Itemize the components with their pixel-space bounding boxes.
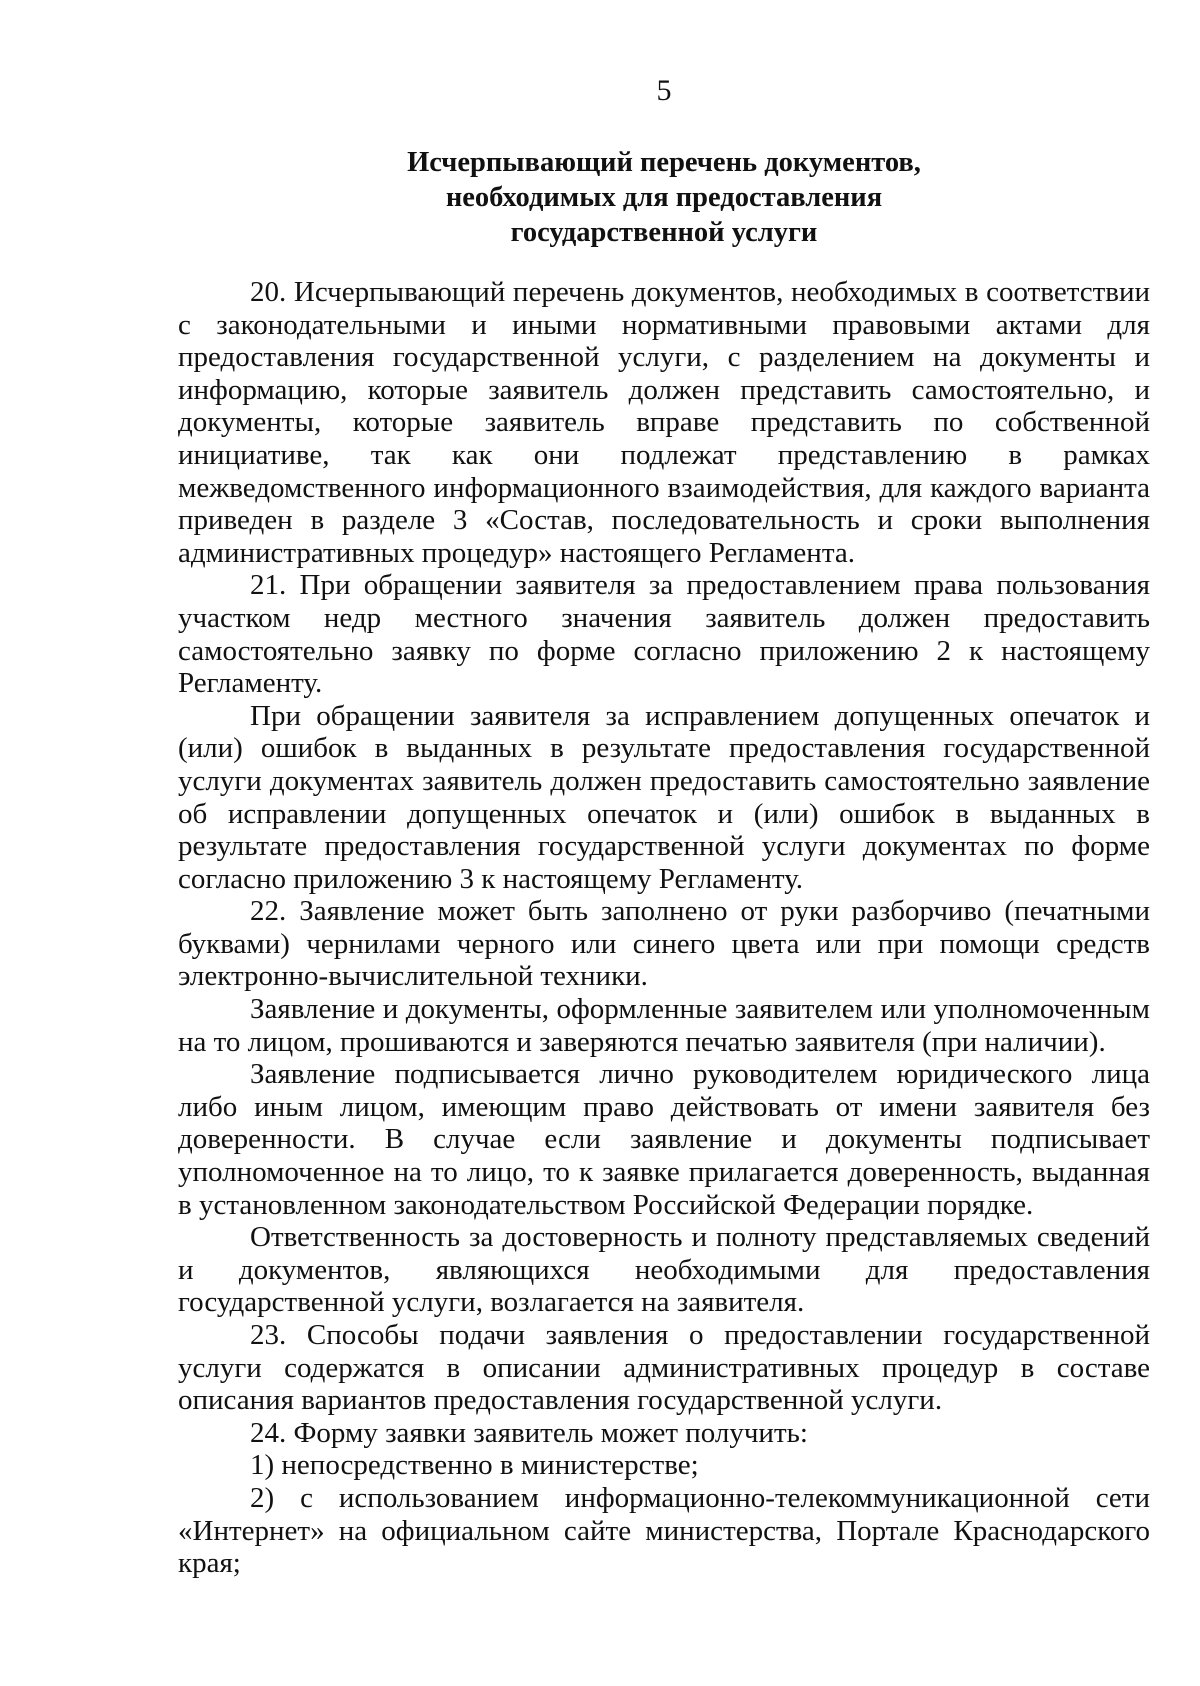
document-page — [178, 0, 1150, 1686]
paragraph-24: 24. Форму заявки заявитель может получить: — [250, 1416, 808, 1449]
paragraph-21-correction: При обращении заявителя за исправлением допущенных опечаток и (или) ошибок в выданных в результате предоставления государственной услуги документах заявитель должен предоставить самостоятельно заявление об исправлении допущенных опечаток и (или) ошибок в выданных в результате предоставления государственной услуги документах по форме согласно приложению 3 к настоящему Регламенту. — [178, 699, 1150, 895]
page-number: 5 — [656, 74, 672, 107]
paragraph-24-item-2: 2) с использованием информационно-телекоммуникационной сети «Интернет» на официальном сайте министерства, Портале Краснодарского края; — [178, 1481, 1150, 1580]
heading-line-2: необходимых для предоставления — [445, 182, 883, 213]
paragraph-21: 21. При обращении заявителя за предоставлением права пользования участком недр местного значения заявитель должен предоставить самостоятельно заявку по форме согласно приложению 2 к настоящему Регламенту. — [178, 569, 1150, 700]
paragraph-23: 23. Способы подачи заявления о предоставлении государственной услуги содержатся в описании административных процедур в составе описания вариантов предоставления государственной услуги. — [178, 1319, 1150, 1417]
paragraph-20: 20. Исчерпывающий перечень документов, необходимых в соответствии с законодательными и иными нормативными правовыми актами для предоставления государственной услуги, с разделением на документы и информацию, которые заявитель должен представить самостоятельно, и документы, которые заявитель вправе представить по собственной инициативе, так как они подлежат представлению в рамках межведомственного информационного взаимодействия, для каждого варианта приведен в разделе 3 «Состав, последовательность и сроки выполнения административных процедур» настоящего Регламента. — [178, 276, 1150, 569]
heading-line-3: государственной услуги — [510, 217, 818, 248]
paragraph-22-responsibility: Ответственность за достоверность и полноту представляемых сведений и документов, являющихся необходимыми для предоставления государственной услуги, возлагается на заявителя. — [178, 1221, 1150, 1319]
heading-line-1: Исчерпывающий перечень документов, — [407, 147, 921, 178]
paragraph-22: 22. Заявление может быть заполнено от руки разборчиво (печатными буквами) чернилами черного или синего цвета или при помощи средств электронно-вычислительной техники. — [178, 895, 1150, 993]
document-body — [178, 276, 1150, 1580]
paragraph-22-binding: Заявление и документы, оформленные заявителем или уполномоченным на то лицом, прошиваются и заверяются печатью заявителя (при наличии). — [178, 993, 1150, 1058]
section-heading — [178, 145, 1150, 250]
paragraph-24-item-1: 1) непосредственно в министерстве; — [250, 1449, 699, 1482]
paragraph-22-signature: Заявление подписывается лично руководителем юридического лица либо иным лицом, имеющим право действовать от имени заявителя без доверенности. В случае если заявление и документы подписывает уполномоченное на то лицо, то к заявке прилагается доверенность, выданная в установленном законодательством Российской Федерации порядке. — [178, 1058, 1150, 1221]
